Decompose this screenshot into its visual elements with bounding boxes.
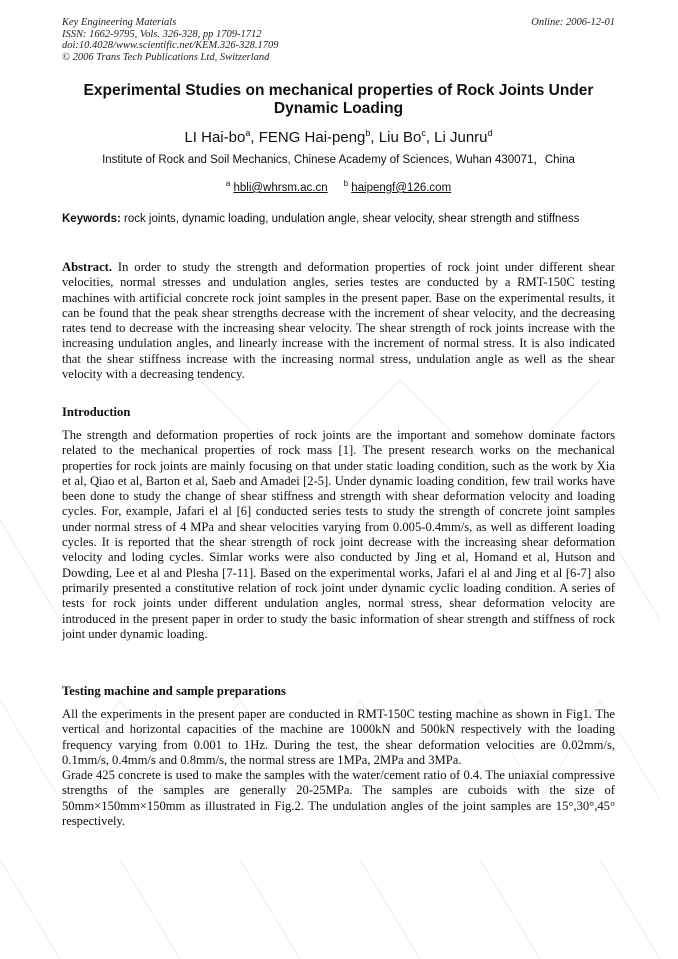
author-1: LI Hai-bo [184,129,246,146]
title-line-2: Dynamic Loading [273,100,404,117]
title-line-1: Experimental Studies on mechanical properties of Rock Joints Under [83,82,594,99]
abstract-block [62,260,615,382]
email-b-link[interactable]: haipengf@126.com [351,181,452,194]
author-4: Li Junru [434,129,488,146]
abstract-text: In order to study the strength and deformation properties of rock joint under different shear velocities, normal stresses and undulation angles, series testes are conducted by a RMT-150C testing machines with artificial concrete rock joint samples in the present paper. Base on the experimental results, it can be found that the peak shear strengths decrease with the increment of shear velocity, and the decreasing rates tend to decrease with the increasing shear velocity. The shear strength of rock joints increase with the increasing undulation angles, and linearly increase with the increment of normal stress. It is also indicated that the shear stiffness increase with the increasing normal stress, undulation angle as well as the shear velocity with a decreasing tendency. [62,260,615,382]
introduction-text: The strength and deformation properties of rock joints are the important and somehow dominate factors related to the mechanical properties of rock mass [1]. The present research works on the mechanical properties for rock joints are mainly focusing on that under static loading condition, such as the work by Xia et al, Qiao et al, Barton et al, Saeb and Amadei [2-5]. Under dynamic loading condition, few trail works have been done to study the change of shear stiffness and strength with shear deformation velocity and loading cycles. For, example, Jafari el al [6] conducted series tests to study the strength of concrete joint samples under normal stress of 4 MPa and shear velocities varying from 0.005-0.4mm/s, as well as different loading cycles. It is reported that the shear strength of rock joint decrease with the increasing shear deformation velocity and loding cycles. Simlar works were also conducted by Jing et al, Homand et al, Hutson and Dowding, Lee et al and Plesha [7-11]. Based on the experimental works, Jafari el al and Jing et al [6-7] also primarily presented a constitutive relation of rock joint under dynamic cyclic loading condition. A series of tests for rock joints under different undulation angles, normal stress, shear deformation velocity are introduced in the present paper in order to study the basic information of shear strength and stiffness of rock joint under dynamic loading. [62,428,615,641]
author-list [62,123,615,148]
copyright-line: © 2006 Trans Tech Publications Ltd, Switzerland [62,51,270,63]
email-a-link[interactable]: hbli@whrsm.ac.cn [233,181,328,194]
author-sep: , [425,129,435,146]
doi-line: doi:10.4028/www.scientific.net/KEM.326-328.1709 [62,40,279,51]
author-2: FENG Hai-peng [258,129,366,146]
journal-header [62,17,615,63]
testing-paragraph-1: All the experiments in the present paper are conducted in RMT-150C testing machine as shown in Fig1. The vertical and horizontal capacities of the machine are 1000kN and 500kN respectively with the loading frequency varying from 0.001 to 1Hz. During the test, the shear deformation velocities are 0.02mm/s, 0.1mm/s, 0.4mm/s and 0.8mm/s, the normal stress are 1MPa, 2MPa and 3MPa. [62,707,615,767]
testing-paragraph-2: Grade 425 concrete is used to make the samples with the water/cement ratio of 0.4. The uniaxial compressive strengths of the samples are generally 20-25MPa. The samples are cuboids with the size of 50mm×150mm×150mm as illustrated in Fig.2. The undulation angles of the joint samples are 15°,30°,45° respectively. [62,768,615,829]
author-3-sup: c [421,128,426,138]
abstract-label: Abstract. [62,260,113,274]
email-b-sup: b [343,179,349,188]
testing-section [62,707,615,829]
keywords-block [62,212,615,227]
author-1-sup: a [245,128,251,138]
author-sep: , [370,129,379,146]
author-3: Liu Bo [378,129,422,146]
online-date: Online: 2006-12-01 [531,17,615,28]
affiliation: Institute of Rock and Soil Mechanics, Chinese Academy of Sciences, Wuhan 430071，China [102,154,575,166]
testing-heading: Testing machine and sample preparations [62,684,286,698]
author-2-sup: b [365,128,371,138]
email-line [62,177,615,195]
introduction-heading: Introduction [62,405,131,419]
author-sep: , [250,129,259,146]
keywords-text: rock joints, dynamic loading, undulation angle, shear velocity, shear strength and stiffness [120,213,580,225]
journal-name: Key Engineering Materials [62,17,177,28]
keywords-label: Keywords: [62,213,121,225]
paper-title [62,82,615,118]
author-4-sup: d [487,128,493,138]
email-a-sup: a [225,179,231,188]
issn-line: ISSN: 1662-9795, Vols. 326-328, pp 1709-1712 [62,28,262,40]
